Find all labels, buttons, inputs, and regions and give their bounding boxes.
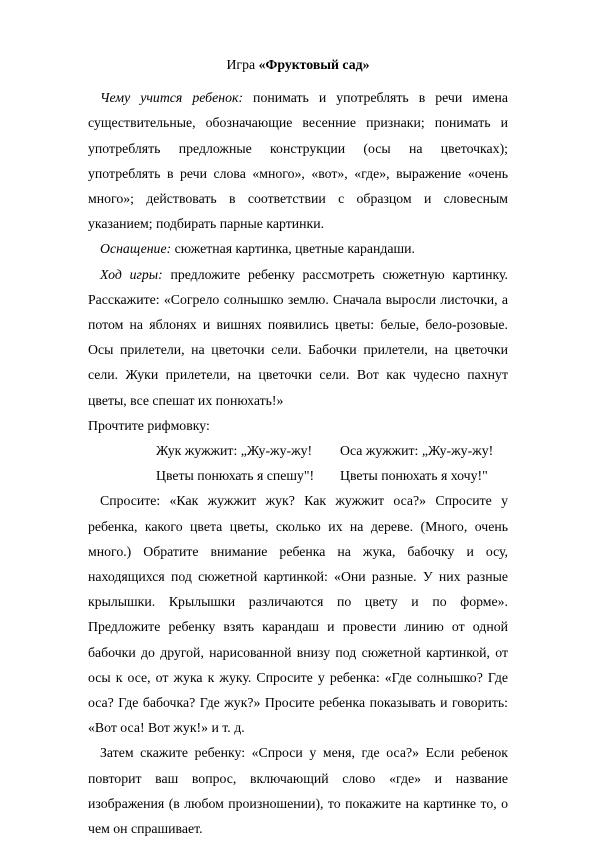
rhyme-line-2a: Цветы понюхать я спешу"! — [156, 468, 315, 484]
equipment-label: Оснащение: — [100, 241, 172, 257]
document-title — [88, 52, 508, 77]
learns-text: понимать и употреблять в речи имена существительные, обозначающие весенние признаки; понимать и употреблять предложные конструкции (осы на цветочках); употреблять в речи слова «много», «вот», «где», выражение «очень много»; действовать в соответствии с образцом и словесным указанием; подбирать парные картинки. — [88, 90, 508, 232]
paragraph-ask: Спросите: «Как жужжит жук? Как жужжит оса?» Спросите у ребенка, какого цвета цветы, сколько их на дереве. (Много, очень много.) Обратите внимание ребенка на жука, бабочку и осу, находящихся под сюжетной картинкой: «Они разные. У них разные крылышки. Крылышки различаются по цвету и по форме». Предложите ребенку взять карандаш и провести линию от одной бабочки до другой, нарисованной внизу под сюжетной картинкой, от осы к осе, от жука к жуку. Спросите у ребенка: «Где солнышко? Где оса? Где бабочка? Где жук?» Просите ребенка показывать и говорить: «Вот оса! Вот жук!» и т. д. — [88, 493, 508, 736]
learns-label: Чему учится ребенок: — [100, 90, 244, 106]
rhyme-line-1b: Оса жужжит: „Жу-жу-жу! — [340, 443, 494, 459]
rhyme-line-1a: Жук жужжит: „Жу-жу-жу! — [156, 443, 313, 459]
document-page — [88, 52, 508, 841]
title-name: «Фруктовый сад» — [258, 57, 370, 72]
title-prefix: Игра — [226, 57, 259, 72]
paragraph-equipment — [88, 236, 508, 261]
paragraph-then: Затем скажите ребенку: «Спроси у меня, где оса?» Если ребенок повторит ваш вопрос, включающий слово «где» и название изображения (в любом произношении), то покажите на картинке то, о чем он спрашивает. — [88, 745, 508, 837]
course-text: предложите ребенку рассмотреть сюжетную картинку. Расскажите: «Согрело солнышко землю. Сначала выросли листочки, а потом на яблонях и вишнях появились цветы: белые, бело-розовые. Осы прилетели, на цветочки сели. Бабочки прилетели, на цветочки сели. Жуки прилетели, на цветочки сели. Вот как чудесно пахнут цветы, все спешат их понюхать!» — [88, 266, 508, 408]
course-label: Ход игры: — [100, 266, 163, 282]
rhyme-block — [156, 438, 508, 488]
paragraph-course — [88, 262, 508, 413]
rhyme-line-2b: Цветы понюхать я хочу!" — [340, 468, 488, 484]
equipment-text: сюжетная картинка, цветные карандаши. — [171, 241, 415, 257]
read-rhyme-line: Прочтите рифмовку: — [88, 417, 210, 433]
paragraph-learns — [88, 85, 508, 236]
